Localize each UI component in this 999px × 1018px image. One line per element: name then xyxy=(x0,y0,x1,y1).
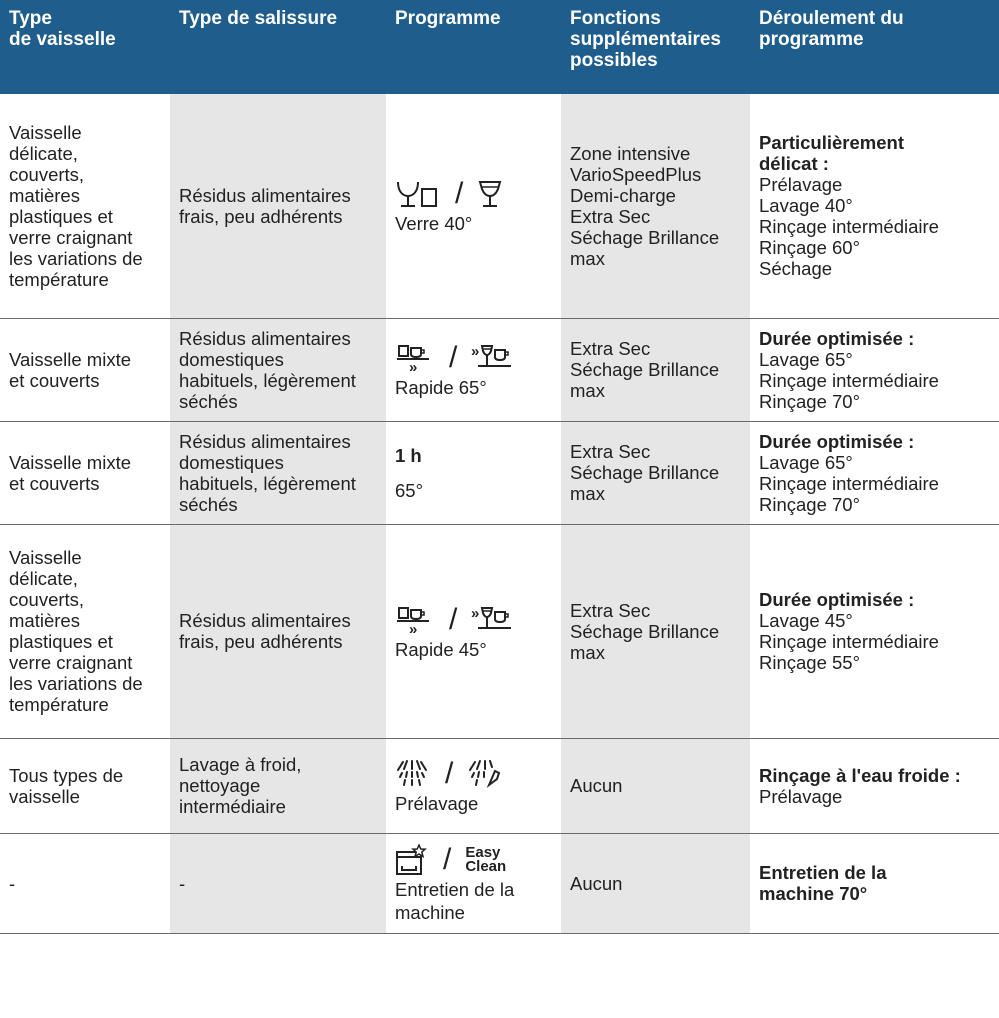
header-line: programme xyxy=(759,29,864,50)
speed-glass-cup-icon xyxy=(471,605,517,635)
text-line: Entretien de la xyxy=(759,862,887,883)
cell-soil-type xyxy=(170,738,386,833)
program-name: Entretien de la machine xyxy=(395,879,515,923)
text-line: max xyxy=(570,380,605,401)
header-line: Type de salissure xyxy=(179,8,338,29)
text-line: Prélavage xyxy=(759,174,843,196)
text-line: matières xyxy=(9,184,80,206)
text-line: Lavage à froid, xyxy=(179,754,302,775)
program-name: Prélavage xyxy=(395,793,479,814)
cell-functions xyxy=(561,524,750,738)
text-line: Rinçage intermédiaire xyxy=(759,472,939,494)
text-line: délicate, xyxy=(9,142,78,164)
text-line: Lavage 45° xyxy=(759,610,853,631)
text-line: Rinçage 70° xyxy=(759,493,860,515)
cell-sequence xyxy=(750,421,999,524)
header-line: de vaisselle xyxy=(9,29,116,50)
program-name: Verre 40° xyxy=(395,213,473,235)
header-line: Type xyxy=(9,8,52,29)
text-line: domestiques xyxy=(179,348,284,370)
text-line: Zone intensive xyxy=(570,142,691,164)
text-line: plastiques et xyxy=(9,631,113,652)
text-line: délicate, xyxy=(9,568,78,589)
text-line: Aucun xyxy=(570,872,623,894)
cell-functions xyxy=(561,94,750,318)
text-line: couverts, xyxy=(9,163,85,185)
cell-dish-type xyxy=(0,738,170,833)
svg-text:»: » xyxy=(409,359,418,373)
table-row xyxy=(0,833,999,933)
text-line: Vaisselle xyxy=(9,121,82,143)
text-line: verre craignant xyxy=(9,652,133,673)
text-line: Lavage 65° xyxy=(759,348,853,370)
program-icons xyxy=(395,176,553,212)
text-line: matières xyxy=(9,610,80,631)
header-program xyxy=(386,0,561,94)
cell-program xyxy=(386,738,561,833)
text-line: domestiques xyxy=(179,451,284,473)
text-line: Résidus alimentaires xyxy=(179,184,351,206)
text-line: Séchage Brillance xyxy=(570,226,720,248)
table-row xyxy=(0,738,999,833)
header-line: Fonctions xyxy=(570,8,661,29)
separator-slash: / xyxy=(445,757,454,790)
easy-clean-text: Clean xyxy=(465,858,507,875)
text-line: Extra Sec xyxy=(570,205,651,227)
program-name: Rapide 45° xyxy=(395,638,487,660)
cell-program xyxy=(386,833,561,933)
cell-soil-type xyxy=(170,524,386,738)
header-functions xyxy=(561,0,750,94)
text-line: Durée optimisée : xyxy=(759,327,915,349)
text-line: séchés xyxy=(179,390,238,412)
text-line: Prélavage xyxy=(759,785,843,807)
table-row xyxy=(0,421,999,524)
cell-sequence xyxy=(750,94,999,318)
table-row xyxy=(0,524,999,738)
cell-sequence xyxy=(750,524,999,738)
cell-functions xyxy=(561,833,750,933)
header-soil-type xyxy=(170,0,386,94)
text-line: VarioSpeedPlus xyxy=(570,163,702,185)
text-line: Extra Sec xyxy=(570,338,651,359)
cell-program xyxy=(386,94,561,318)
text-line: Rinçage intermédiaire xyxy=(759,631,939,652)
text-line: - xyxy=(9,872,16,894)
text-line: frais, peu adhérents xyxy=(179,631,343,652)
text-line: Durée optimisée : xyxy=(759,430,915,452)
text-line: Vaisselle mixte xyxy=(9,348,132,370)
header-dish-type xyxy=(0,0,170,94)
header-line: possibles xyxy=(570,50,658,71)
text-line: Tous types de xyxy=(9,764,124,786)
text-line: les variations de xyxy=(9,247,143,269)
text-line: max xyxy=(570,483,605,504)
text-line: nettoyage xyxy=(179,775,261,796)
text-line: machine 70° xyxy=(759,883,868,904)
text-line: Extra Sec xyxy=(570,441,651,462)
text-line: Vaisselle mixte xyxy=(9,451,132,473)
cell-functions xyxy=(561,738,750,833)
text-line: température xyxy=(9,694,109,715)
text-line: Extra Sec xyxy=(570,599,651,621)
header-sequence xyxy=(750,0,999,94)
text-line: Demi-charge xyxy=(570,184,676,206)
text-line: Rinçage intermédiaire xyxy=(759,216,939,238)
program-duration: 1 h xyxy=(395,444,422,466)
cell-sequence xyxy=(750,318,999,421)
text-line: température xyxy=(9,268,109,290)
cell-dish-type xyxy=(0,524,170,738)
text-line: séchés xyxy=(179,493,238,515)
text-line: Rinçage intermédiaire xyxy=(759,369,939,391)
separator-slash: / xyxy=(449,341,458,374)
text-line: couverts, xyxy=(9,589,85,610)
text-line: Aucun xyxy=(570,775,623,796)
wine-glass-icon xyxy=(477,179,503,209)
program-icons xyxy=(395,842,553,878)
program-icons xyxy=(395,756,553,792)
text-line: max xyxy=(570,641,605,663)
text-line: verre craignant xyxy=(9,226,133,248)
table-row xyxy=(0,94,999,318)
text-line: Lavage 65° xyxy=(759,451,853,473)
header-line: supplémentaires xyxy=(570,29,721,50)
text-line: Rinçage 55° xyxy=(759,652,860,673)
cell-program xyxy=(386,318,561,421)
text-line: Rinçage 60° xyxy=(759,237,860,259)
text-line: Séchage Brillance xyxy=(570,462,720,483)
cell-dish-type xyxy=(0,833,170,933)
cell-dish-type xyxy=(0,94,170,318)
program-name: Rapide 65° xyxy=(395,377,487,398)
text-line: vaisselle xyxy=(9,785,80,807)
text-line: frais, peu adhérents xyxy=(179,205,343,227)
cell-sequence xyxy=(750,738,999,833)
machine-care-icon xyxy=(395,844,429,876)
text-line: habituels, légèrement xyxy=(179,369,356,391)
cell-program xyxy=(386,421,561,524)
cell-soil-type xyxy=(170,318,386,421)
text-line: Durée optimisée : xyxy=(759,589,915,610)
text-line: Rinçage à l'eau froide : xyxy=(759,764,961,786)
glasses-small-icon xyxy=(395,179,441,209)
easy-clean-text: Easy xyxy=(465,844,501,861)
easy-clean-label xyxy=(465,846,506,874)
header-row xyxy=(0,0,999,94)
cell-functions xyxy=(561,318,750,421)
cell-dish-type xyxy=(0,421,170,524)
text-line: Résidus alimentaires xyxy=(179,610,351,631)
quick-wash-icon xyxy=(395,605,435,635)
header-line: Programme xyxy=(395,8,501,29)
text-line: et couverts xyxy=(9,472,100,494)
text-line: les variations de xyxy=(9,673,143,694)
text-line: max xyxy=(570,247,605,269)
program-name: 65° xyxy=(395,479,423,501)
text-line: Lavage 40° xyxy=(759,195,853,217)
svg-text:»: » xyxy=(471,343,480,360)
text-line: - xyxy=(179,872,186,894)
text-line: intermédiaire xyxy=(179,796,286,817)
table-row xyxy=(0,318,999,421)
text-line: Séchage Brillance xyxy=(570,620,720,642)
text-line: Résidus alimentaires xyxy=(179,430,351,452)
cell-program xyxy=(386,524,561,738)
text-line: habituels, légèrement xyxy=(179,472,356,494)
spray-icon xyxy=(395,759,431,789)
text-line: et couverts xyxy=(9,369,100,391)
text-line: Rinçage 70° xyxy=(759,390,860,412)
svg-text:»: » xyxy=(409,620,418,635)
cell-soil-type xyxy=(170,421,386,524)
cell-soil-type xyxy=(170,833,386,933)
header-line: Déroulement du xyxy=(759,8,904,29)
separator-slash: / xyxy=(443,843,452,876)
program-icons xyxy=(395,602,553,638)
quick-wash-icon xyxy=(395,343,435,373)
spray-plate-icon xyxy=(467,759,503,789)
text-line: Séchage xyxy=(759,258,833,280)
text-line: Vaisselle xyxy=(9,547,82,568)
text-line: Particulièrement xyxy=(759,132,904,154)
cell-dish-type xyxy=(0,318,170,421)
separator-slash: / xyxy=(449,602,458,636)
text-line: délicat : xyxy=(759,153,829,175)
cell-sequence xyxy=(750,833,999,933)
text-line: Résidus alimentaires xyxy=(179,327,351,349)
text-line: Séchage Brillance xyxy=(570,359,720,380)
cell-soil-type xyxy=(170,94,386,318)
svg-text:»: » xyxy=(471,604,480,622)
speed-glass-cup-icon xyxy=(471,343,517,373)
separator-slash: / xyxy=(455,177,464,211)
program-icons xyxy=(395,340,553,376)
text-line: plastiques et xyxy=(9,205,113,227)
cell-functions xyxy=(561,421,750,524)
